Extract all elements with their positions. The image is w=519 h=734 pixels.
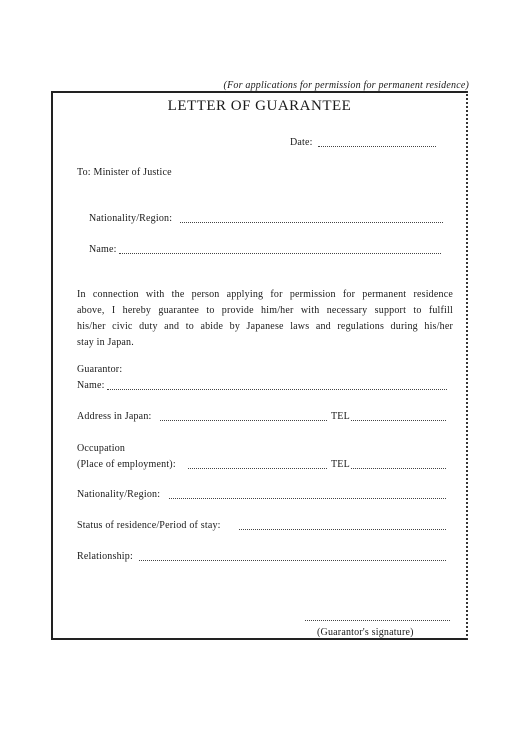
statement-line-2: above, I hereby guarantee to provide him/her with necessary support to fulfill bbox=[77, 305, 453, 316]
guarantor-relationship-label: Relationship: bbox=[77, 551, 133, 562]
guarantor-signature-label: (Guarantor's signature) bbox=[317, 627, 414, 638]
guarantor-employment-label: (Place of employment): bbox=[77, 459, 176, 470]
date-field[interactable] bbox=[318, 146, 436, 147]
guarantor-address-field[interactable] bbox=[160, 420, 327, 421]
applicant-name-label: Name: bbox=[89, 244, 117, 255]
guarantor-tel2-field[interactable] bbox=[351, 468, 446, 469]
date-label: Date: bbox=[290, 137, 313, 148]
statement-line-3: his/her civic duty and to abide by Japanese laws and regulations during his/her bbox=[77, 321, 453, 332]
guarantor-heading: Guarantor: bbox=[77, 364, 123, 375]
guarantor-name-label: Name: bbox=[77, 380, 105, 391]
applicant-name-field[interactable] bbox=[119, 253, 441, 254]
form-note: (For applications for permission for permanent residence) bbox=[223, 80, 469, 91]
guarantor-occupation-label: Occupation bbox=[77, 443, 126, 454]
guarantor-nationality-field[interactable] bbox=[169, 498, 446, 499]
statement-line-4: stay in Japan. bbox=[77, 337, 134, 348]
addressee: To: Minister of Justice bbox=[77, 167, 172, 178]
guarantor-relationship-field[interactable] bbox=[139, 560, 446, 561]
guarantor-address-label: Address in Japan: bbox=[77, 411, 152, 422]
letter-title: LETTER OF GUARANTEE bbox=[167, 98, 352, 114]
guarantor-status-field[interactable] bbox=[239, 529, 446, 530]
guarantor-nationality-label: Nationality/Region: bbox=[77, 489, 161, 500]
applicant-nationality-label: Nationality/Region: bbox=[89, 213, 173, 224]
applicant-nationality-field[interactable] bbox=[180, 222, 443, 223]
guarantor-tel2-label: TEL bbox=[331, 459, 350, 470]
guarantor-tel-field[interactable] bbox=[351, 420, 446, 421]
guarantor-signature-field[interactable] bbox=[305, 620, 450, 621]
statement-line-1: In connection with the person applying for permission for permanent residence bbox=[77, 289, 453, 300]
guarantee-statement bbox=[77, 287, 453, 351]
guarantor-name-field[interactable] bbox=[107, 389, 447, 390]
guarantor-tel-label: TEL bbox=[331, 411, 350, 422]
guarantor-employment-field[interactable] bbox=[188, 468, 327, 469]
guarantor-status-label: Status of residence/Period of stay: bbox=[77, 520, 221, 531]
